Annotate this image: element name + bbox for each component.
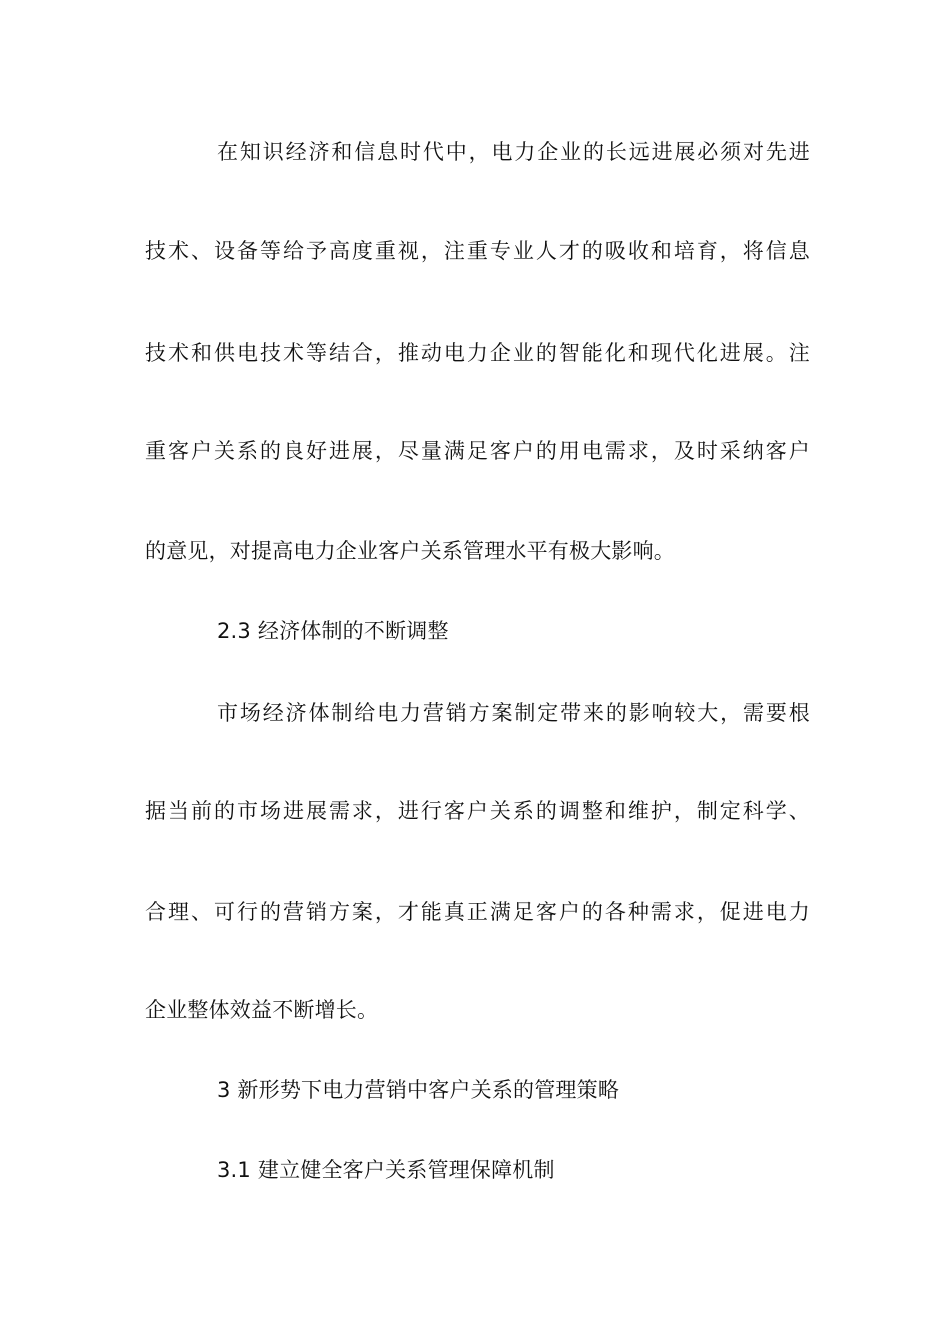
- paragraph-line: 技术、设备等给予高度重视，注重专业人才的吸收和培育，将信息: [145, 239, 810, 263]
- paragraph-line: 企业整体效益不断增长。: [145, 998, 379, 1022]
- paragraph-line: 市场经济体制给电力营销方案制定带来的影响较大，需要根: [217, 701, 810, 725]
- paragraph-line: 在知识经济和信息时代中，电力企业的长远进展必须对先进: [217, 140, 810, 164]
- section-heading-3: 3 新形势下电力营销中客户关系的管理策略: [217, 1078, 620, 1102]
- section-heading-3-1: 3.1 建立健全客户关系管理保障机制: [217, 1158, 555, 1182]
- paragraph-line: 合理、可行的营销方案，才能真正满足客户的各种需求，促进电力: [145, 900, 810, 924]
- paragraph-line: 技术和供电技术等结合，推动电力企业的智能化和现代化进展。注: [145, 341, 810, 365]
- paragraph-line: 重客户关系的良好进展，尽量满足客户的用电需求，及时采纳客户: [145, 439, 810, 463]
- paragraph-line: 据当前的市场进展需求，进行客户关系的调整和维护，制定科学、: [145, 799, 810, 823]
- section-heading-2-3: 2.3 经济体制的不断调整: [217, 619, 449, 643]
- paragraph-line: 的意见，对提高电力企业客户关系管理水平有极大影响。: [145, 539, 675, 563]
